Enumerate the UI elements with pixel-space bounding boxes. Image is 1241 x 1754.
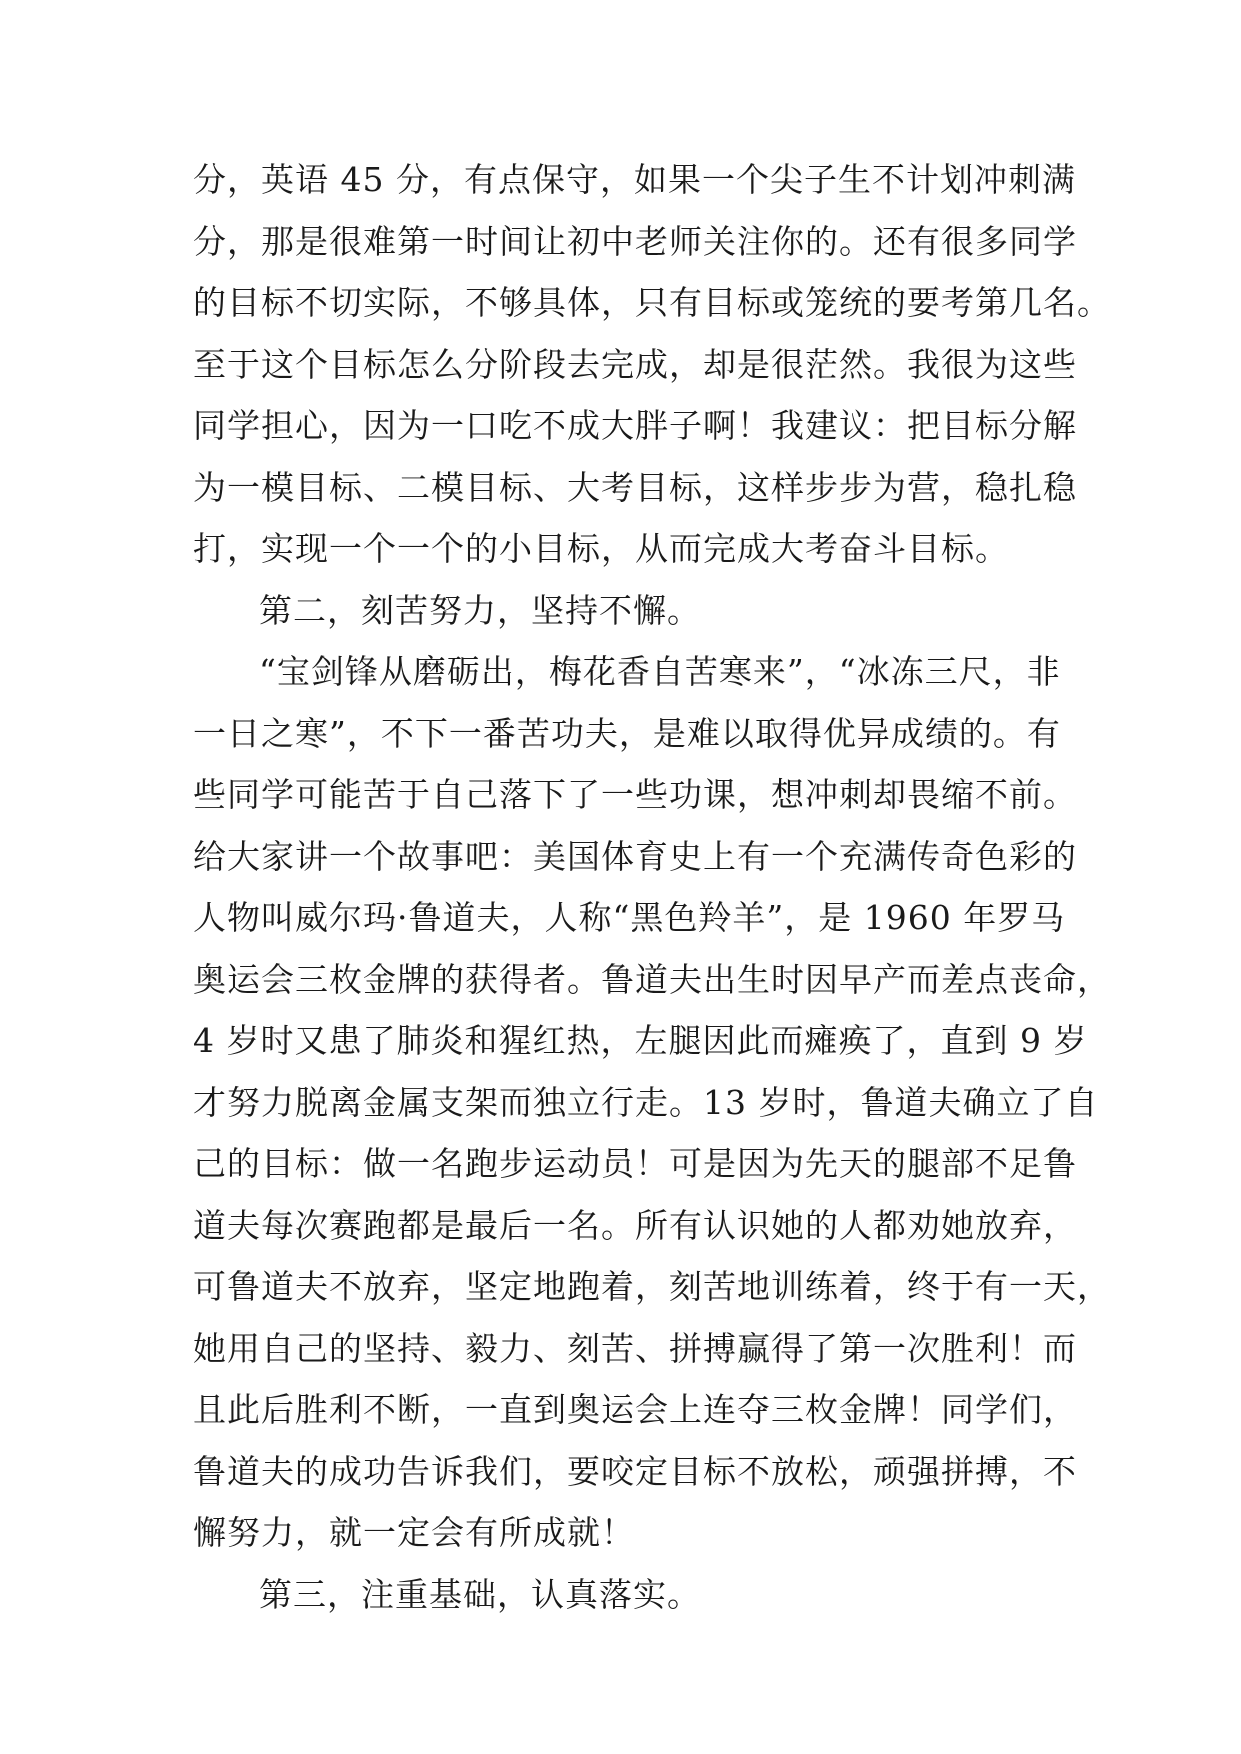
text-line: 她用自己的坚持、毅力、刻苦、拼搏赢得了第一次胜利！而 — [193, 1328, 1077, 1368]
text-line: 分，英语 45 分，有点保守，如果一个尖子生不计划冲刺满 — [193, 160, 1076, 199]
text-line: 鲁道夫的成功告诉我们，要咬定目标不放松，顽强拼搏，不 — [193, 1451, 1077, 1491]
text-line: 人物叫威尔玛·鲁道夫，人称“黑色羚羊”，是 1960 年罗马 — [193, 898, 1066, 937]
text-line: 些同学可能苦于自己落下了一些功课，想冲刺却畏缩不前。 — [193, 775, 1077, 814]
section-heading: 第二，刻苦努力，坚持不懈。 — [259, 590, 701, 630]
text-line: 道夫每次赛跑都是最后一名。所有认识她的人都劝她放弃， — [193, 1205, 1077, 1245]
text-line: 己的目标：做一名跑步运动员！可是因为先天的腿部不足鲁 — [193, 1144, 1077, 1183]
text-line: 给大家讲一个故事吧：美国体育史上有一个充满传奇色彩的 — [193, 836, 1077, 876]
text-line: 可鲁道夫不放弃，坚定地跑着，刻苦地训练着，终于有一天， — [193, 1267, 1111, 1306]
text-line: 分，那是很难第一时间让初中老师关注你的。还有很多同学 — [193, 221, 1077, 261]
text-line: 一日之寒”，不下一番苦功夫，是难以取得优异成绩的。有 — [193, 713, 1061, 753]
text-line: 懈努力，就一定会有所成就！ — [193, 1513, 635, 1552]
text-line: 才努力脱离金属支架而独立行走。13 岁时，鲁道夫确立了自 — [193, 1082, 1099, 1122]
text-line: 打，实现一个一个的小目标，从而完成大考奋斗目标。 — [193, 529, 1009, 568]
text-line: 的目标不切实际，不够具体，只有目标或笼统的要考第几名。 — [193, 283, 1111, 322]
text-line: “宝剑锋从磨砺出，梅花香自苦寒来”，“冰冻三尺，非 — [259, 652, 1061, 691]
text-line: 同学担心，因为一口吃不成大胖子啊！我建议：把目标分解 — [193, 406, 1077, 445]
section-heading: 第三，注重基础，认真落实。 — [259, 1574, 701, 1614]
text-line: 奥运会三枚金牌的获得者。鲁道夫出生时因早产而差点丧命， — [193, 959, 1111, 999]
body-text — [193, 157, 1111, 1633]
text-line: 为一模目标、二模目标、大考目标，这样步步为营，稳扎稳 — [193, 467, 1077, 507]
text-line: 且此后胜利不断，一直到奥运会上连夺三枚金牌！同学们， — [193, 1390, 1077, 1429]
text-line: 至于这个目标怎么分阶段去完成，却是很茫然。我很为这些 — [193, 344, 1077, 384]
text-line: 4 岁时又患了肺炎和猩红热，左腿因此而瘫痪了，直到 9 岁 — [193, 1021, 1088, 1060]
